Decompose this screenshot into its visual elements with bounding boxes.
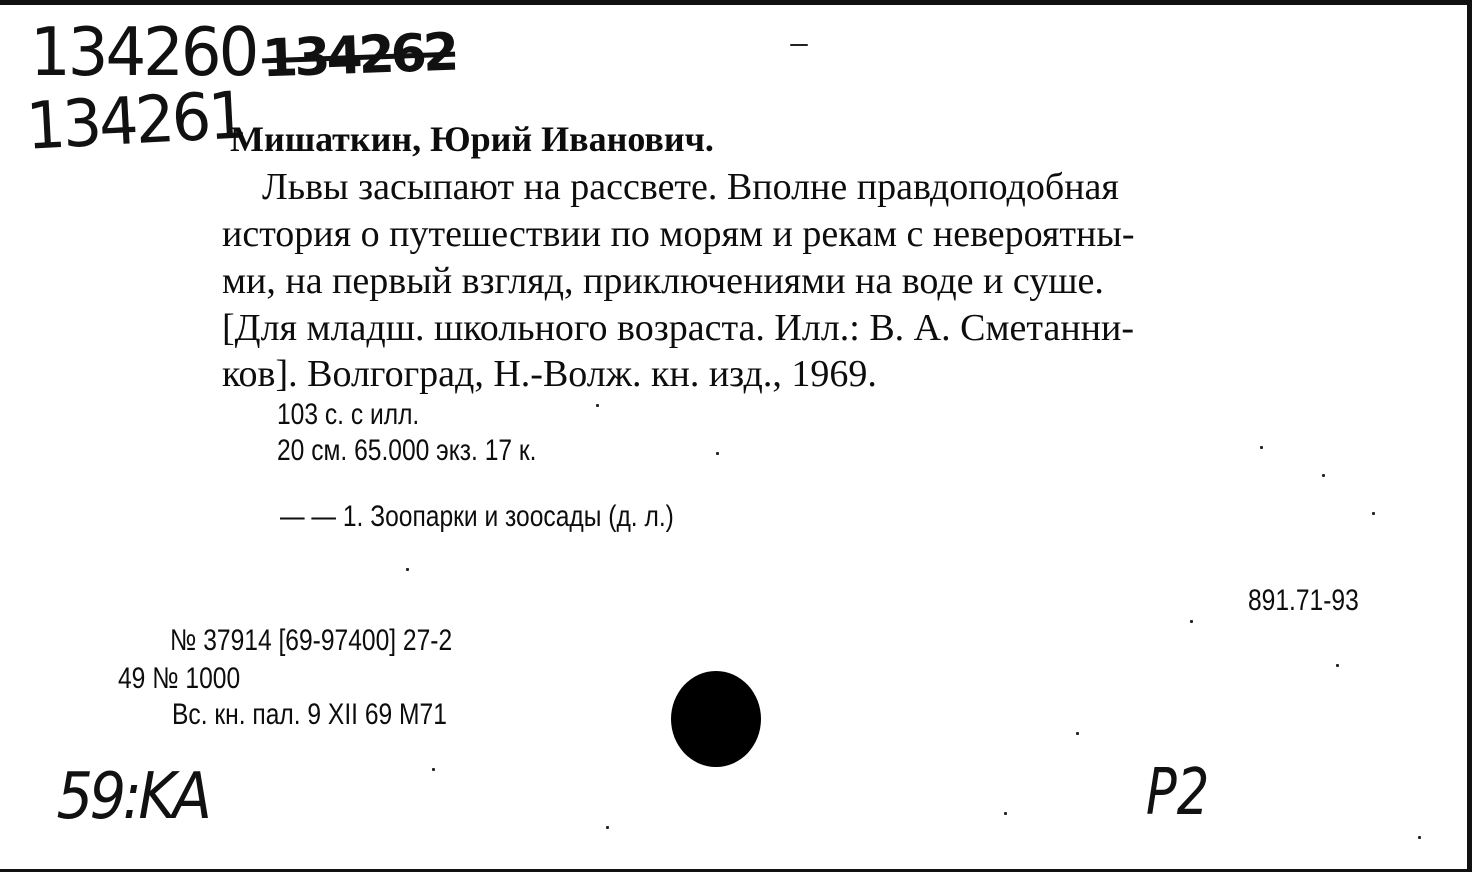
struck-inventory-number: 134262 bbox=[261, 22, 457, 90]
size-and-print-run: 20 см. 65.000 экз. 17 к. bbox=[277, 434, 537, 467]
scan-speck bbox=[716, 452, 719, 455]
card-top-edge bbox=[0, 0, 1472, 5]
description-line: история о путешествии по морям и рекам с невероятны- bbox=[222, 213, 1135, 255]
printing-info: Вс. кн. пал. 9 XII 69 М71 bbox=[172, 698, 447, 731]
pagination: 103 с. с илл. bbox=[277, 398, 420, 431]
scan-speck bbox=[1418, 836, 1421, 839]
order-number-secondary: 49 № 1000 bbox=[118, 662, 241, 695]
handwritten-inventory-number: 134260 bbox=[30, 14, 257, 92]
description-line: ми, на первый взгляд, приключениями на воде и суше. bbox=[222, 260, 1104, 302]
card-right-edge bbox=[1467, 0, 1472, 872]
scan-speck bbox=[1322, 474, 1325, 477]
scan-speck bbox=[1260, 446, 1263, 449]
scan-speck bbox=[596, 404, 599, 407]
subject-heading: — — 1. Зоопарки и зоосады (д. л.) bbox=[280, 500, 674, 533]
scan-speck bbox=[432, 768, 435, 771]
scan-speck bbox=[406, 568, 409, 571]
handwritten-code: P2 bbox=[1145, 756, 1210, 830]
scan-speck bbox=[1004, 812, 1007, 815]
scan-speck bbox=[1372, 512, 1375, 515]
scan-speck bbox=[1336, 664, 1339, 667]
handwritten-inventory-number-2: 134261 bbox=[24, 76, 247, 165]
author-heading: Мишаткин, Юрий Иванович. bbox=[230, 119, 714, 159]
card-punch-hole bbox=[671, 671, 761, 767]
classification-number: 891.71-93 bbox=[1248, 584, 1359, 617]
order-number: № 37914 [69-97400] 27-2 bbox=[170, 624, 453, 657]
scan-speck bbox=[606, 826, 609, 829]
handwritten-shelf-mark: 59:KA bbox=[56, 760, 209, 834]
scan-speck bbox=[1076, 732, 1079, 735]
description-line: [Для младш. школьного возраста. Илл.: В. А. Сметанни- bbox=[222, 307, 1134, 349]
scan-speck bbox=[1190, 620, 1193, 623]
description-line: Львы засыпают на рассвете. Вполне правдоподобная bbox=[262, 166, 1119, 208]
scan-speck bbox=[790, 44, 808, 46]
description-line: ков]. Волгоград, Н.-Волж. кн. изд., 1969. bbox=[222, 353, 877, 395]
